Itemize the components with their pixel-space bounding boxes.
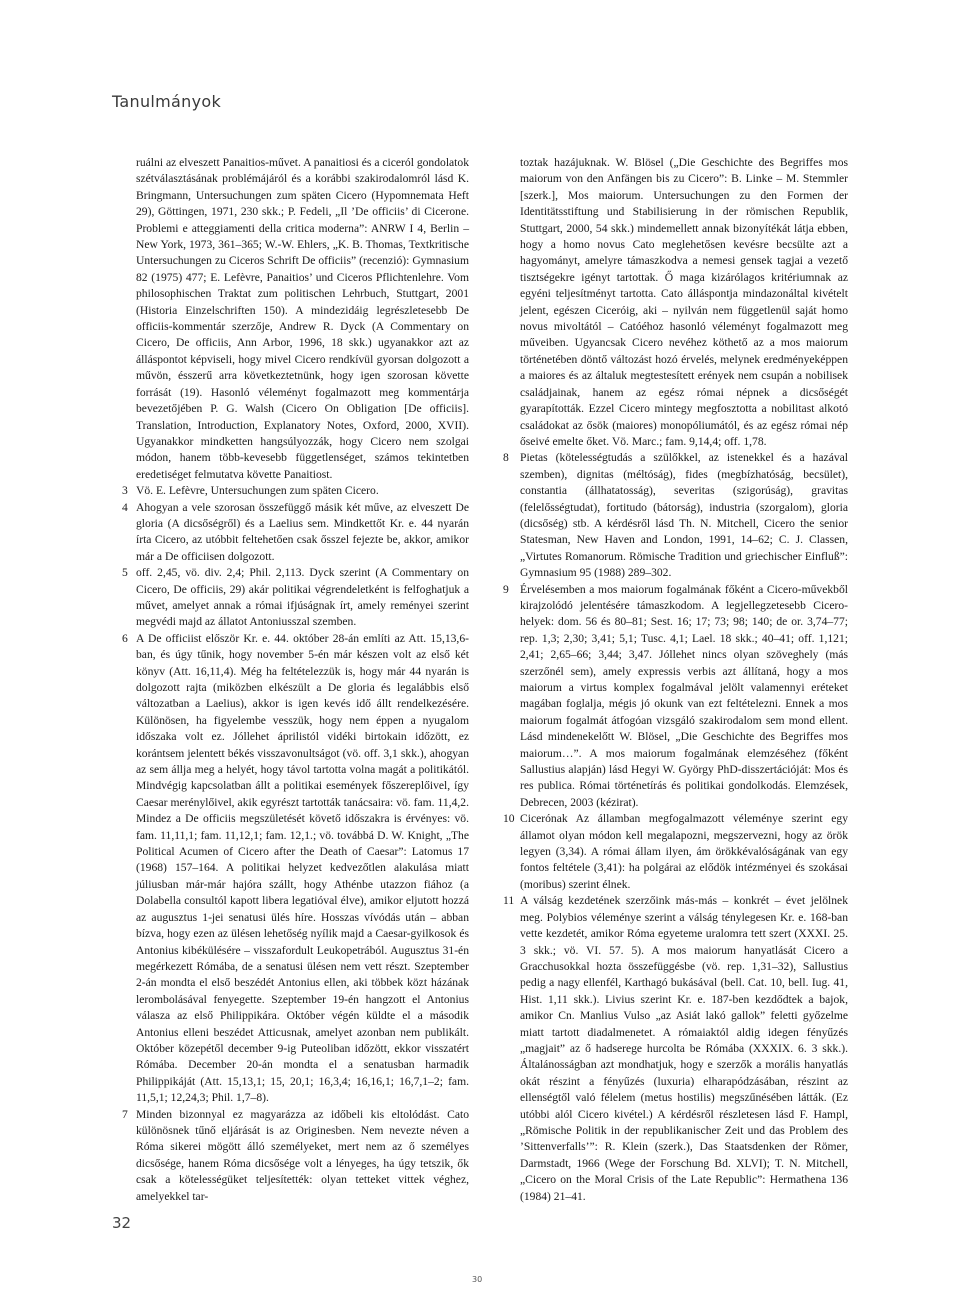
footnote-number: 9: [503, 582, 509, 596]
footnote-text: A válság kezdetének szerzőink más-más – konkrét – évet jelölnek meg. Polybios véleménye szerint a válság ténylegesen Kr. e. 168-ban vette kezdetét, amikor Róma egyeteme uralomra tett szert (XXXI. 25. 3 skk.; vö. VI. 57. 5). A mos maiorum hanyatlását Cicero a Gracchusokkal hozta összefüggésbe (vö. rep. 1,31–32), Sallustius pedig a nagy ellenfél, Karthagó bukásával (bell. Cat. 10, bell. Iug. 41, Hist. 1,11 skk.). Livius szerint Kr. e. 187-ben kezdődtek a bajok, amikor Cn. Manlius Vulso „az Asiát lakó gallok” feletti győzelme miatt tartott diadalmenetet. A rómaiaktól aldig idegen fényűzés „magjait” az ő hadserege hurcolta be Rómába (XXXIX. 6. 3 skk.). Általánosságban azt mondhatjuk, hogy e szerzők a morális hanyatlás okát részint a fényűzés (luxuria) elharapódzásában, részint az ellenségtől való félelem (metus hostilis) megszűnésében látták. (Ez utóbbi alól Cicero kivétel.) A kérdésről részletesen lásd F. Hampl, „Römische Politik in der republikanischer Zeit und das Problem des ’Sittenverfalls’”: R. Klein (szerk.), Das Staatsdenken der Römer, Darmstadt, 1966 (Wege der Forschung Bd. XLVI); T. N. Mitchell, „Cicero on the Moral Crisis of the Late Republic”: Hermathena 136 (1984) 21–41.: [520, 894, 848, 1203]
footnote-11: [503, 893, 848, 1205]
footnote-text: Minden bizonnyal ez magyarázza az időbeli kis eltolódást. Cato különösnek tűnő eljárását is az Originesben. Nem nevezte néven a Róma sikerei mögött álló személyeket, mert nem az ő személyes dicsősége, hanem Róma dicsősége volt a lényeges, ha úgy tetszik, ők csak a kötelességüket teljesítették: olyan tetteket vittek véghez, amelyekkel tar-: [136, 1107, 469, 1203]
footnote-text: off. 2,45, vö. div. 2,4; Phil. 2,113. Dyck szerint (A Commentary on Cicero, De officiis, 29) akár politikai végrendeletként is felfoghatjuk a művet, amelyet annak a római ifjúságnak írt, amely reményei szerint megvédi majd az állatot Antoniusszal szemben.: [136, 566, 469, 629]
footnote-continuation: [503, 155, 848, 450]
footer-small-number: 30: [472, 1275, 483, 1284]
footnote-3: [122, 483, 469, 499]
footnote-number: 6: [122, 631, 128, 645]
footnote-text: Ahogyan a vele szorosan összefüggő másik két műve, az elveszett De gloria (A dicsőségről) és a Laelius sem. Mindkettőt Kr. e. 44 nyarán írta Cicero, az utóbbit feltehetően csak ősszel fejezte be, akkor, amikor már a De officiisen dolgozott.: [136, 500, 469, 563]
footnote-6: [122, 631, 469, 1107]
footnote-number: 10: [503, 812, 515, 826]
footnote-text: Pietas (kötelességtudás a szülőkkel, az istenekkel és a hazával szemben), dignitas (méltóság), fides (megbízhatóság, becsület), constantia (állhatatosság), severitas (szigorúság), gravitas (felelősségtudat), fortitudo (bátorság), industria (szorgalom), gloria (dicsőség) stb. A kérdésről lásd Th. N. Mitchell, Cicero the senior Statesman, New Haven and London, 1991, 14–62; C. J. Classen, „Virtutes Romanorum. Römische Tradition und griechischer Einfluß”: Gymnasium 95 (1988) 289–302.: [520, 451, 848, 580]
section-title: Tanulmányok: [112, 92, 222, 111]
footnote-10: [503, 811, 848, 893]
footnote-8: [503, 450, 848, 581]
footnote-4: [122, 500, 469, 566]
footnote-5: [122, 565, 469, 631]
footnote-number: 5: [122, 566, 128, 580]
left-column: [122, 155, 469, 1205]
footnote-number: 4: [122, 500, 128, 514]
footnote-text: Érvelésemben a mos maiorum fogalmának főként a Cicero-művekből kirajzolódó jelentésére támaszkodom. A legjellegzetesebb Cicero-helyek: dom. 56 és 80–81; Sest. 16; 17; 73; 98; 140; de or. 3,74–77; rep. 1,3; 2,30; 3,41; 5,1; Tusc. 4,1; Lael. 18 skk.; 40–41; off. 1,121; 2,41; 2,65–66; 3,44; 3,47. Jóllehet nincs olyan szöveghely (más szerzőnél sem), amely expressis verbis azt állítaná, hogy a mos maiorum a virtus komplex fogalmával jelölt valamennyi eréteket magában foglalja, mégis jó okunk van ezt feltételezni. Ennek a mos maiorum fogalmát átfogóan vizsgáló szakirodalom sem mond ellent. Lásd mindenekelőtt W. Blösel, „Die Geschichte des Begriffes mos maiorum…”. A mos maiorum fogalmának elemzéséhez (főként Sallustius alapján) lásd Hegyi W. György PhD-disszertációját: Mos és res publica. Római történetírás és politikai gondolkodás. Elemzések, Debrecen, 2003 (kézirat).: [520, 582, 848, 809]
right-column: [503, 155, 848, 1205]
footnote-text: toztak hazájuknak. W. Blösel („Die Geschichte des Begriffes mos maiorum von den Anfängen bis zu Cicero”: B. Linke – M. Stemmler [szerk.], Mos maiorum. Untersuchungen zu den Formen der Identitätsstiftung und Stabilisierung in der römischen Republik, Stuttgart, 2000, 54 skk.) mindemellett annak bizonyítékát látja ebben, hogy a homo novus Cato meglehetősen kevésre becsülte azt a hagyományt, amelyre támaszkodva a nemesi gensek tagjai a vezető tisztségekre igényt tartottak. Ő maga kizárólagos kritériumnak az egyéni teljesítményt tartotta. Cato álláspontja mindazonáltal kivételt jelent, egészen Ciceróig, aki – nyilván nem függetlenül saját homo novus mivoltától – Catóéhoz hasonló véleményt fogalmazott meg műveiben. Ugyancsak Cicero nevéhez köthető az a mos maiorum történetében döntő változást hozó érvelés, melynek eredményeképpen a maiores és az általuk megtestesített erények nem csupán a nobilisek családjainak, hanem az egész római népnek a dicsőségét gyarapították. Ezzel Cicero mintegy megfosztotta a nobilitast alkotó családokat az ősök (maiores) monopóliumától, és az egész római nép őseivé emelte őket. Vö. Marc.; fam. 9,14,4; off. 1,78.: [520, 156, 848, 448]
footnote-text: ruálni az elveszett Panaitios-művet. A panaitiosi és a ciceról gondolatok szétválasztásának problémájáról és a korábbi szakirodalomról lásd K. Bringmann, Untersuchungen zum späten Cicero (Hypomnemata Heft 29), Göttingen, 1971, 230 skk.; P. Fedeli, „Il ’De officiis’ di Cicerone. Problemi e atteggiamenti della critica moderna”: ANRW I 4, Berlin – New York, 1973, 361–365; W.-W. Ehlers, „K. B. Thomas, Textkritische Untersuchungen zu Ciceros Schrift De officiis” (recenzió): Gymnasium 82 (1975) 477; E. Lefèvre, Panaitios’ und Ciceros Pflichtenlehre. Vom philosophischen Traktat zum politischen Lehrbuch, Stuttgart, 2001 (Historia Einzelschriften 150). A mindezidáig legrészletesebb De officiis-kommentár szerzője, Andrew R. Dyck (A Commentary on Cicero, De officiis, Ann Arbor, 1996, 18 skk.) ugyanakkor azt az álláspontot képviseli, hogy mivel Cicero rendkívül gyorsan dolgozott a művön, ésszerű arra következtetnünk, hogy igen szorosan követte forrását (19). Hasonló véleményt fogalmazott meg kommentárja bevezetőjében P. G. Walsh (Cicero On Obligation [De officiis]. Translation, Introduction, Explanatory Notes, Oxford, 2000, XVII). Ugyanakkor mindketten hangsúlyozzák, hogy Cicero nem szolgai módon, hanem több-kevesebb függetlenséget, számos tekintetben eredetiséget felmutatva követte Panaitiost.: [136, 156, 469, 481]
page-number: 32: [112, 1214, 132, 1232]
footnote-9: [503, 582, 848, 812]
footnote-number: 3: [122, 484, 128, 498]
footnote-text: A De officiist először Kr. e. 44. október 28-án említi az Att. 15,13,6-ban, és úgy tűnik, hogy november 5-én már készen volt az első két könyv (Att. 16,11,4). Még ha feltételezzük is, hogy már 44 nyarán is dolgozott rajta (miközben elkészült a De gloria és legalábbis első változatban a Laelius), akkor is igen kevés idő állt rendelkezésére. Különösen, ha figyelembe vesszük, hogy nem éppen a nyugalom időszaka volt ez. Jóllehet áprilistól vidéki birtokain időzött, ez korántsem jelentett békés visszavonultságot (vö. off. 3,1 skk.), ahogyan az sem állja meg a helyét, hogy távol tartotta volna magát a politikától. Mindvégig kapcsolatban állt a politikai események főszereplőivel, így Caesar merénylőivel, akik egyrészt tartották tanácsaira: vö. fam. 11,4,2. Mindez a De officiis megszületését követő időszakra is érvényes: vö. fam. 11,11,1; fam. 11,12,1; fam. 12,1.; vö. továbbá D. W. Knight, „The Political Acumen of Cicero after the Death of Caesar”: Latomus 17 (1968) 157–164. A politikai helyzet kedvezőtlen alakulása miatt júliusban már-már hajóra szállt, hogy Athénbe utazzon fiához (a Dolabella consultól kapott libera legatióval élve), amikor eljutott hozzá az augusztus 1-jei senatusi ülés híre. Hosszas vívódás után – abban bízva, hogy ezen az ülésen lehetőség nyílik majd a Caesar-gyilkosok és Antonius kibékülésére – visszafordult Leukopetrából. Augusztus 31-én megérkezett Rómába, de a senatusi ülésen nem vett részt. Szeptember 2-án mondta el első beszédét Antonius ellen, aki többek közt házának lerombolásával fenyegette. Szeptember 19-én hangzott el Antonius válasza az első Philippikára. Október végén küldte el a második Antonius elleni beszédet Atticusnak, amelyet azonban nem publikált. Október közepétől december 9-ig Puteoliban időzött, ekkor visszatért Rómába. December 20-án mondta el a senatusban harmadik Philippikáját (Att. 15,13,1; 15, 20,1; 16,3,4; 16,16,1; 16,7,1–2; fam. 11,5,1; 12,24,3; Phil. 1,7–8).: [136, 631, 469, 1105]
footnote-number: 8: [503, 451, 509, 465]
footnote-text: Cicerónak Az államban megfogalmazott véleménye szerint egy államot olyan módon kell megalapozni, megszervezni, hogy az örök legyen (3,34). A római állam ilyen, ám örökkévalóságának van egy fontos feltétele (3,41): ha polgárai az elődök intézményei és szokásai (moribus) szerint élnek.: [520, 812, 848, 891]
footnote-continuation: [122, 155, 469, 483]
footnote-number: 11: [503, 894, 515, 908]
footnote-number: 7: [122, 1107, 128, 1121]
footnote-text: Vö. E. Lefèvre, Untersuchungen zum späten Cicero.: [136, 484, 379, 498]
footnote-7: [122, 1107, 469, 1205]
